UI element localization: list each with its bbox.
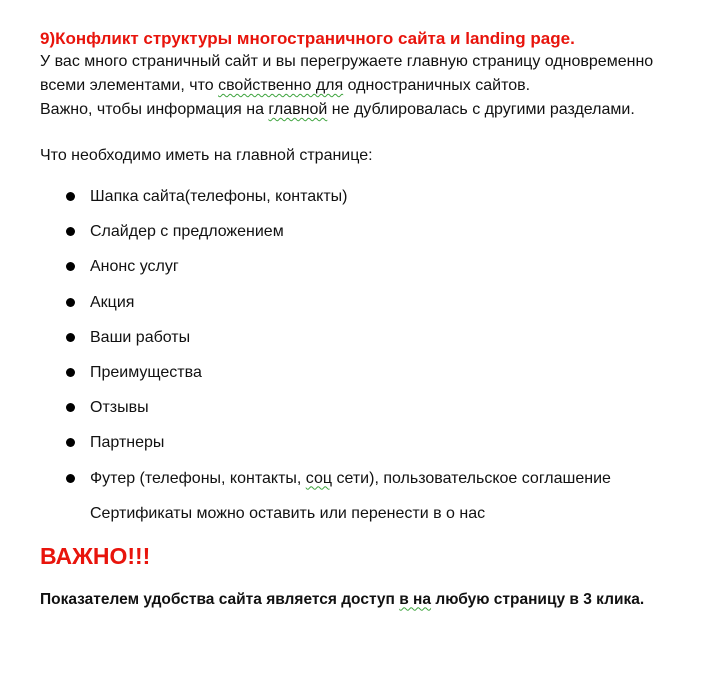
important-alert: ВАЖНО!!! xyxy=(40,542,151,569)
list-item-text: Анонс услуг xyxy=(90,258,179,276)
list-item xyxy=(40,362,710,384)
bullet-icon xyxy=(66,298,75,307)
intro-line-3-start: Важно, чтобы информация на xyxy=(40,101,269,118)
list-item xyxy=(40,397,710,419)
list-item xyxy=(40,256,710,278)
certificates-note: Сертификаты можно оставить или перенести в о нас xyxy=(90,504,486,522)
bullet-icon xyxy=(66,227,75,236)
bullet-icon xyxy=(66,262,75,271)
section-heading: 9)Конфликт структуры многостраничного сайта и landing page. xyxy=(40,29,575,48)
list-item-text: Партнеры xyxy=(90,434,165,452)
homepage-elements-list xyxy=(40,186,710,490)
list-item-footer xyxy=(40,468,710,490)
bullet-icon xyxy=(66,403,75,412)
document-body xyxy=(40,28,710,611)
conclusion-end: любую страницу в 3 клика. xyxy=(431,590,645,608)
bullet-icon xyxy=(66,438,75,447)
intro-line-2 xyxy=(40,74,710,98)
intro-line-2-start: всеми элементами, что xyxy=(40,77,219,94)
conclusion-start: Показателем удобства сайта является доступ xyxy=(40,590,400,608)
footer-item-start: Футер (телефоны, контакты, xyxy=(90,469,306,487)
spellcheck-underline: соц xyxy=(305,469,333,487)
bullet-icon xyxy=(66,192,75,201)
list-item-text: Акция xyxy=(90,293,135,311)
list-item-text: Слайдер с предложением xyxy=(90,223,284,241)
bullet-icon xyxy=(66,474,75,483)
list-item-text: Преимущества xyxy=(90,363,202,381)
conclusion-text xyxy=(40,589,710,611)
list-item xyxy=(40,186,710,208)
list-item xyxy=(40,327,710,349)
bullet-icon xyxy=(66,333,75,342)
list-item xyxy=(40,221,710,243)
list-item-text: Отзывы xyxy=(90,399,149,417)
intro-line-3 xyxy=(40,98,710,122)
list-title: Что необходимо иметь на главной странице: xyxy=(40,147,373,164)
spellcheck-underline: свойственно для xyxy=(218,77,344,94)
list-item xyxy=(40,432,710,454)
spellcheck-underline: в на xyxy=(399,590,432,608)
list-item-text: Ваши работы xyxy=(90,328,191,346)
spellcheck-underline: главной xyxy=(268,101,328,118)
footer-item-end: сети), пользовательское соглашение xyxy=(332,469,611,487)
bullet-icon xyxy=(66,368,75,377)
list-item-text: Шапка сайта(телефоны, контакты) xyxy=(90,188,348,205)
intro-line-2-end: одностраничных сайтов. xyxy=(343,77,531,94)
intro-line-3-end: не дублировалась с другими разделами. xyxy=(327,101,635,118)
intro-line-1: У вас много страничный сайт и вы перегружаете главную страницу одновременно xyxy=(40,53,654,70)
list-item xyxy=(40,292,710,314)
